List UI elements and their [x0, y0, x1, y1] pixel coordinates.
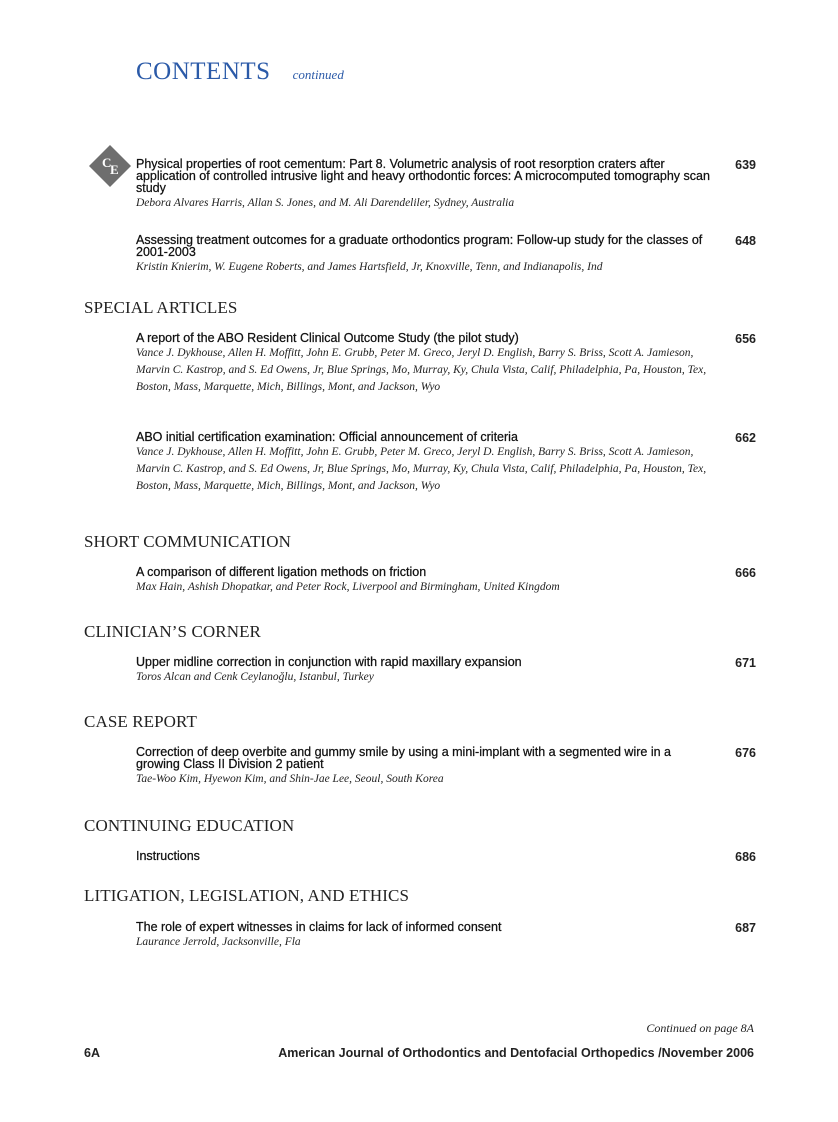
- section-heading-litigation-legislation-ethics: LITIGATION, LEGISLATION, AND ETHICS: [84, 886, 410, 905]
- page-number: 662: [735, 431, 756, 445]
- section-heading-special-articles: SPECIAL ARTICLES: [84, 298, 238, 317]
- article-authors: Toros Alcan and Cenk Ceylanoğlu, Istanbul, Turkey: [136, 671, 374, 683]
- toc-entry[interactable]: [136, 158, 756, 212]
- ce-badge-icon: [88, 144, 132, 188]
- page-number: 687: [735, 921, 756, 935]
- article-authors: Laurance Jerrold, Jacksonville, Fla: [136, 936, 301, 948]
- article-title[interactable]: Physical properties of root cementum: Part 8. Volumetric analysis of root resorption craters after application of controlled intrusive light and heavy orthodontic forces: A microcomputed tomography scan study: [136, 157, 710, 195]
- page-number: 648: [735, 234, 756, 248]
- article-title[interactable]: A report of the ABO Resident Clinical Outcome Study (the pilot study): [136, 331, 519, 345]
- page-number: 676: [735, 746, 756, 760]
- toc-entry[interactable]: [136, 566, 756, 596]
- article-authors: Vance J. Dykhouse, Allen H. Moffitt, John E. Grubb, Peter M. Greco, Jeryl D. English, Barry S. Briss, Scott A. Jamieson, Marvin C. Kastrop, and S. Ed Owens, Jr, Blue Springs, Mo, Murray, Ky, Chula Vista, Calif, Philadelphia, Pa, Houston, Tex, Boston, Mass, Marquette, Mich, Billings, Mont, and Jackson, Wyo: [136, 347, 707, 393]
- section-heading-continuing-education: CONTINUING EDUCATION: [84, 816, 295, 835]
- article-authors: Vance J. Dykhouse, Allen H. Moffitt, John E. Grubb, Peter M. Greco, Jeryl D. English, Barry S. Briss, Scott A. Jamieson, Marvin C. Kastrop, and S. Ed Owens, Jr, Blue Springs, Mo, Murray, Ky, Chula Vista, Calif, Philadelphia, Pa, Houston, Tex, Boston, Mass, Marquette, Mich, Billings, Mont, and Jackson, Wyo: [136, 446, 707, 492]
- page-number: 666: [735, 566, 756, 580]
- page-number: 639: [735, 158, 756, 172]
- article-title[interactable]: The role of expert witnesses in claims for lack of informed consent: [136, 920, 502, 934]
- ce-badge-letter-e: E: [110, 162, 119, 177]
- footer-page-number: 6A: [84, 1046, 100, 1060]
- article-title[interactable]: Upper midline correction in conjunction with rapid maxillary expansion: [136, 655, 522, 669]
- article-authors: Debora Alvares Harris, Allan S. Jones, and M. Ali Darendeliler, Sydney, Australia: [136, 197, 515, 209]
- article-title[interactable]: Correction of deep overbite and gummy smile by using a mini-implant with a segmented wire in a growing Class II Division 2 patient: [136, 745, 671, 771]
- page-title: [136, 58, 344, 86]
- article-authors: Tae-Woo Kim, Hyewon Kim, and Shin-Jae Lee, Seoul, South Korea: [136, 773, 444, 785]
- contents-heading: CONTENTS: [136, 58, 271, 85]
- article-title[interactable]: Assessing treatment outcomes for a graduate orthodontics program: Follow-up study for the classes of 2001-2003: [136, 233, 703, 259]
- toc-entry[interactable]: [136, 431, 756, 495]
- article-title[interactable]: Instructions: [136, 849, 200, 863]
- article-authors: Max Hain, Ashish Dhopatkar, and Peter Rock, Liverpool and Birmingham, United Kingdom: [136, 581, 560, 593]
- toc-entry[interactable]: [136, 656, 756, 686]
- page-number: 686: [735, 850, 756, 864]
- section-heading-clinicians-corner: CLINICIAN’S CORNER: [84, 622, 261, 641]
- toc-entry[interactable]: [136, 921, 756, 951]
- continued-on-note: Continued on page 8A: [646, 1021, 754, 1035]
- toc-entry[interactable]: [136, 746, 756, 788]
- article-authors: Kristin Knierim, W. Eugene Roberts, and James Hartsfield, Jr, Knoxville, Tenn, and Indianapolis, Ind: [136, 261, 603, 273]
- section-heading-short-communication: SHORT COMMUNICATION: [84, 532, 291, 551]
- article-title[interactable]: ABO initial certification examination: Official announcement of criteria: [136, 430, 518, 444]
- page-number: 656: [735, 332, 756, 346]
- toc-entry[interactable]: [136, 332, 756, 396]
- article-title[interactable]: A comparison of different ligation methods on friction: [136, 565, 427, 579]
- continued-label: continued: [292, 67, 344, 82]
- toc-entry[interactable]: [136, 850, 756, 862]
- page-number: 671: [735, 656, 756, 670]
- footer-journal-name: American Journal of Orthodontics and Dentofacial Orthopedics /November 2006: [278, 1046, 754, 1060]
- section-heading-case-report: CASE REPORT: [84, 712, 197, 731]
- ce-badge-letter-c: C: [102, 155, 112, 170]
- toc-entry[interactable]: [136, 234, 756, 276]
